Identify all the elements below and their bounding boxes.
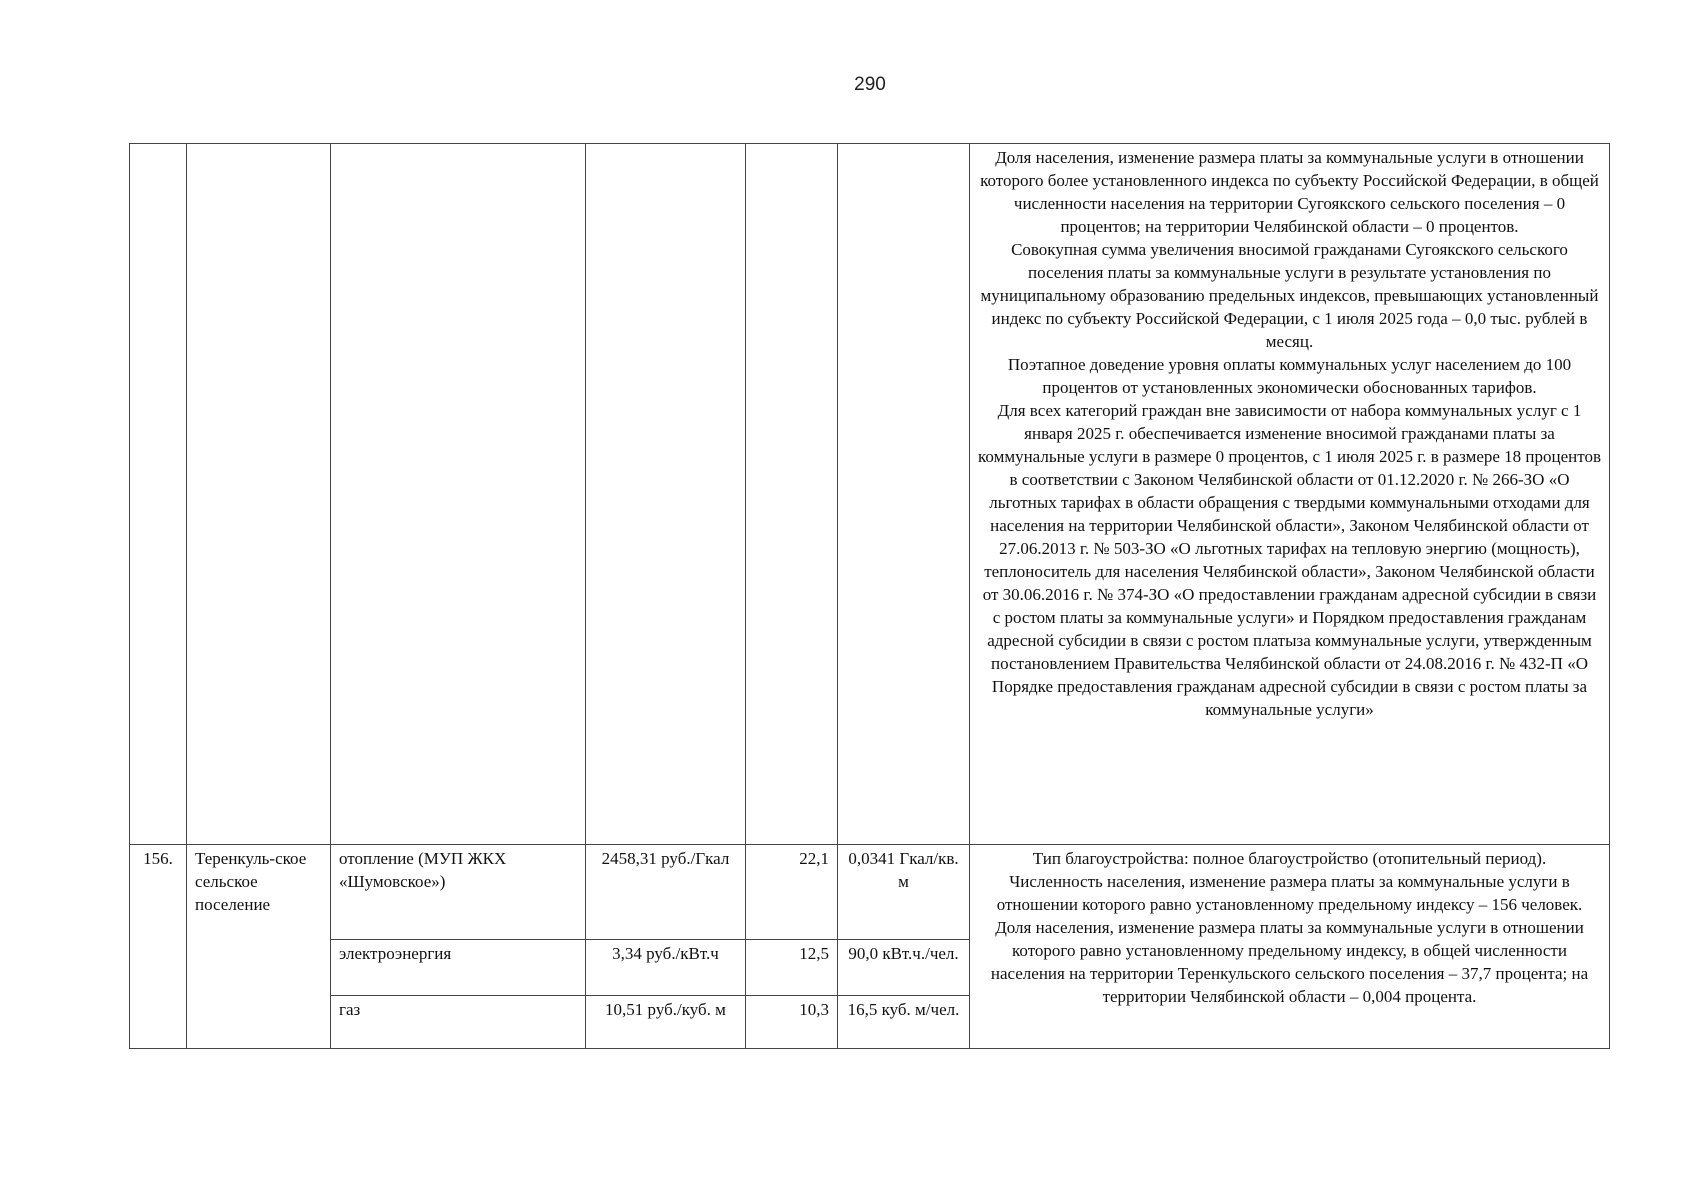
norm-value: 0,0341 Гкал/кв. м xyxy=(838,845,970,940)
note-paragraph: Доля населения, изменение размера платы за коммунальные услуги в отношении которого равно установленному предельному индексу, в общей численности населения на территории Теренкульского сельского поселения – 37,7 процента; на территории Челябинской области – 0,004 процента. xyxy=(990,918,1589,1006)
norm-value: 90,0 кВт.ч./чел. xyxy=(838,940,970,996)
empty-cell xyxy=(331,144,586,845)
notes-cell xyxy=(970,845,1610,1049)
note-paragraph: Тип благоустройства: полное благоустройство (отопительный период). xyxy=(1032,849,1547,868)
service-name: электроэнергия xyxy=(331,940,586,996)
note-paragraph: Совокупная сумма увеличения вносимой гражданами Сугоякского сельского поселения платы за коммунальные услуги в результате установления по муниципальному образованию предельных индексов, превышающих установленный индекс по субъекту Российской Федерации, с 1 июля 2025 года – 0,0 тыс. рублей в месяц. xyxy=(980,240,1599,351)
continuation-row xyxy=(130,144,1610,845)
tariff-value: 3,34 руб./кВт.ч xyxy=(586,940,746,996)
empty-cell xyxy=(130,144,187,845)
index-value: 10,3 xyxy=(746,996,838,1049)
row-number: 156. xyxy=(130,845,187,1049)
empty-cell xyxy=(586,144,746,845)
index-value: 22,1 xyxy=(746,845,838,940)
note-paragraph: Доля населения, изменение размера платы за коммунальные услуги в отношении которого более установленного индекса по субъекту Российской Федерации, в общей численности населения на территории Сугоякского сельского поселения – 0 процентов; на территории Челябинской области – 0 процентов. xyxy=(980,148,1599,236)
empty-cell xyxy=(187,144,331,845)
page-number: 290 xyxy=(854,74,886,95)
settlement-name: Теренкуль-ское сельское поселение xyxy=(187,845,331,1049)
empty-cell xyxy=(838,144,970,845)
norm-value: 16,5 куб. м/чел. xyxy=(838,996,970,1049)
table-row xyxy=(130,845,1610,940)
tariff-value: 2458,31 руб./Гкал xyxy=(586,845,746,940)
service-name: отопление (МУП ЖКХ «Шумовское») xyxy=(331,845,586,940)
note-paragraph: Для всех категорий граждан вне зависимости от набора коммунальных услуг с 1 января 2025 г. обеспечивается изменение вносимой гражданами платы за коммунальные услуги в размере 0 процентов, с 1 июля 2025 г. в размере 18 процентов в соответствии с Законом Челябинской области от 01.12.2020 г. № 266-ЗО «О льготных тарифах в области обращения с твердыми коммунальными отходами для населения на территории Челябинской области», Законом Челябинской области от 27.06.2013 г. № 503-ЗО «О льготных тарифах на тепловую энергию (мощность), теплоноситель для населения Челябинской области», Законом Челябинской области от 30.06.2016 г. № 374-ЗО «О предоставлении гражданам адресной субсидии в связи с ростом платы за коммунальные услуги» и Порядком предоставления гражданам адресной субсидии в связи с ростом платыза коммунальные услуги, утвержденным постановлением Правительства Челябинской области от 24.08.2016 г. № 432-П «О Порядке предоставления гражданам адресной субсидии в связи с ростом платы за коммунальные услуги» xyxy=(978,401,1601,719)
note-paragraph: Численность населения, изменение размера платы за коммунальные услуги в отношении которого равно установленному предельному индексу – 156 человек. xyxy=(996,872,1583,914)
index-value: 12,5 xyxy=(746,940,838,996)
notes-cell xyxy=(970,144,1610,845)
empty-cell xyxy=(746,144,838,845)
service-name: газ xyxy=(331,996,586,1049)
note-paragraph: Поэтапное доведение уровня оплаты коммунальных услуг населением до 100 процентов от установленных экономически обоснованных тарифов. xyxy=(1007,355,1572,397)
tariff-table xyxy=(129,143,1610,1049)
tariff-value: 10,51 руб./куб. м xyxy=(586,996,746,1049)
